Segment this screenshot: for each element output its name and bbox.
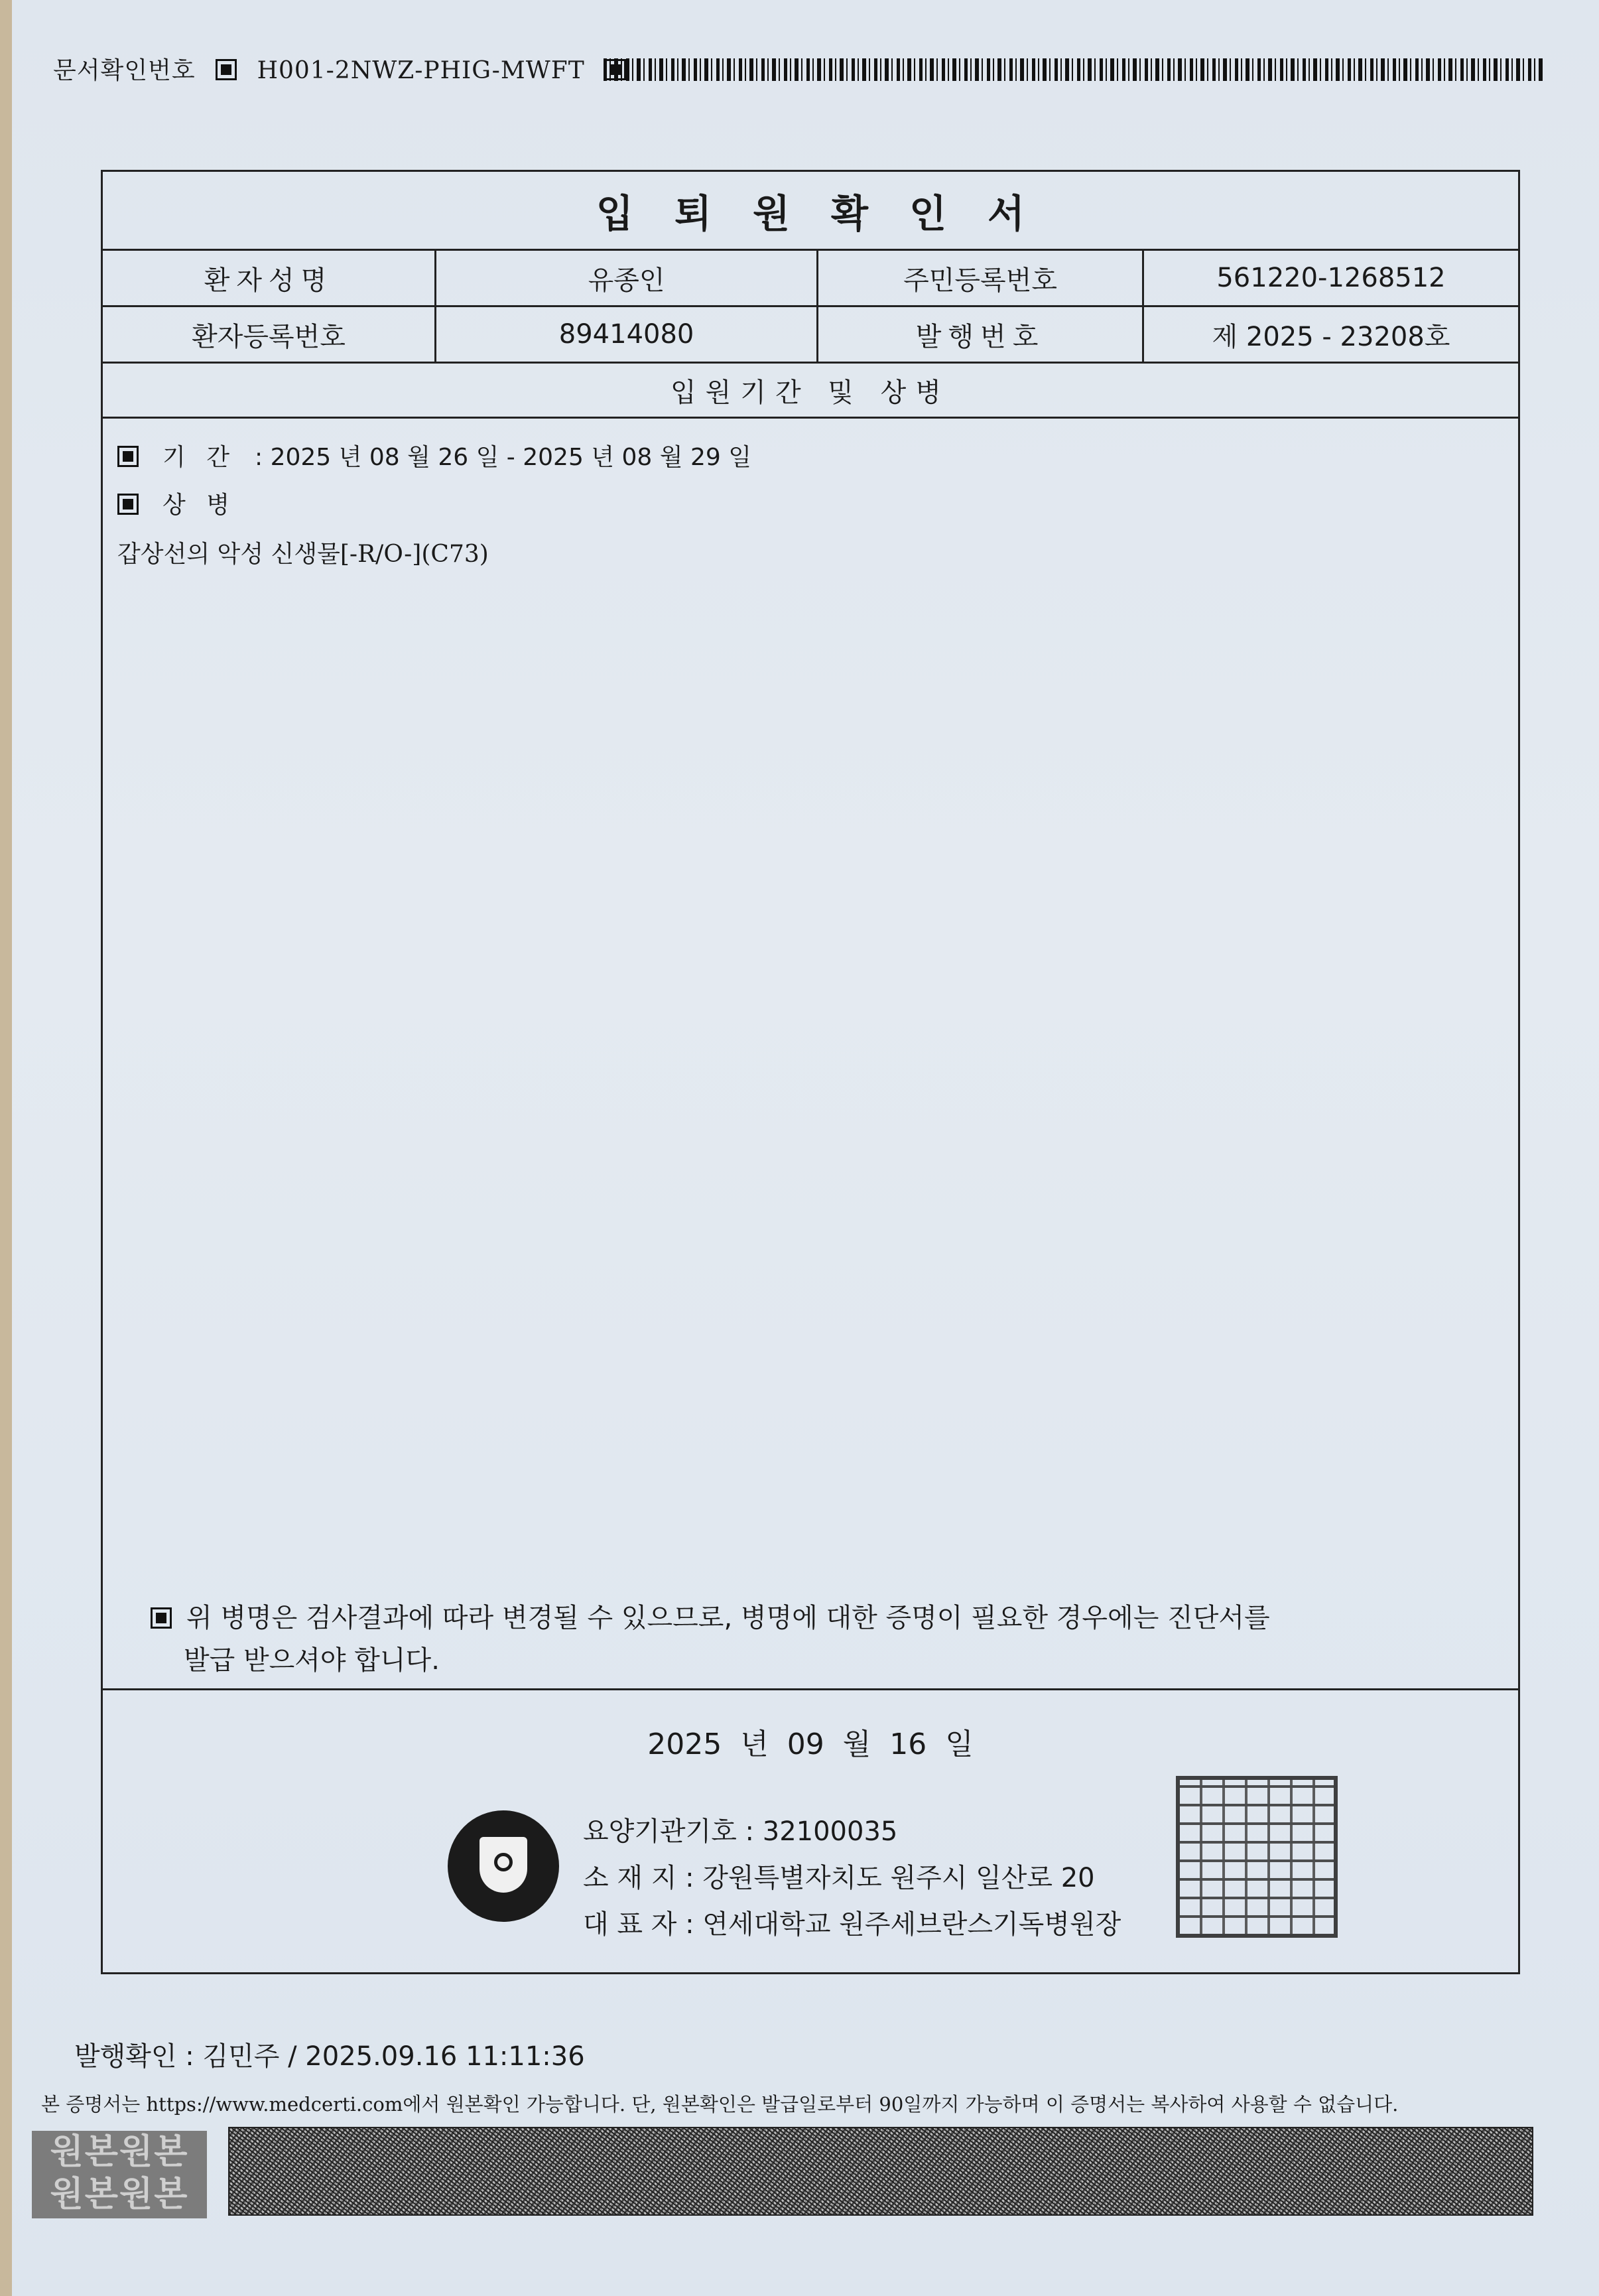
security-pattern-graphic [228,2127,1533,2216]
issue-date: 2025 년 09 월 16 일 [647,1727,974,1761]
diagnosis-label: 상 병 [162,492,236,519]
certificate-form [101,170,1520,1974]
institution-address-value: 강원특별자치도 원주시 일산로 20 [702,1863,1095,1893]
patient-reg-value: 89414080 [435,306,817,363]
document-title: 입퇴원확인서 [596,191,1066,236]
doc-id-value: H001-2NWZ-PHIG-MWFT [257,57,585,84]
notice-line-1: 위 병명은 검사결과에 따라 변경될 수 있으므로, 병명에 대한 증명이 필요한 경우에는 진단서를 [186,1603,1270,1633]
period-line [117,439,751,472]
diagnosis-label-line [117,486,236,520]
issue-no-label: 발행번호 [818,306,1143,363]
issuer-confirmation: 발행확인 : 김민주 / 2025.09.16 11:11:36 [74,2041,585,2072]
background-desk [0,0,12,2296]
table-row [103,306,1518,363]
institution-code-line: 요양기관기호 : 32100035 [583,1816,898,1847]
institution-address-label: 소 재 지 [583,1863,677,1893]
patient-name-value: 유종인 [435,251,817,306]
content-area [103,419,1518,1530]
period-label: 기 간 [162,444,236,471]
issue-no-value: 제 2025 - 23208호 [1143,306,1518,363]
resident-no-value: 561220-1268512 [1143,251,1518,306]
doc-id-label: 문서확인번호 [53,57,196,84]
institution-address-line: 소 재 지 : 강원특별자치도 원주시 일산로 20 [583,1863,1095,1893]
period-value: : 2025 년 08 월 26 일 - 2025 년 08 월 29 일 [255,444,752,471]
patient-name-label: 환자성명 [103,251,435,306]
title-row [103,172,1518,251]
table-row [103,251,1518,306]
verification-note: 본 증명서는 https://www.medcerti.com에서 원본확인 가능합니다. 단, 원본확인은 발급일로부터 90일까지 가능하며 이 증명서는 복사하여 사용할 수 없습니다. [41,2093,1399,2116]
bullet-square-icon [117,494,139,515]
original-stamp: 원본원본 원본원본 [32,2131,207,2218]
official-seal-stamp [1176,1776,1338,1938]
bullet-square-icon [151,1607,172,1629]
barcode-graphic [604,58,1545,81]
university-logo-icon [448,1810,559,1922]
notice-text [151,1597,1464,1682]
section-header: 입원기간 및 상병 [103,364,1518,419]
patient-reg-label: 환자등록번호 [103,306,435,363]
notice-line-2: 발급 받으셔야 합니다. [184,1645,440,1676]
institution-code-label: 요양기관기호 [583,1816,737,1847]
institution-code-value: 32100035 [762,1816,898,1847]
divider [103,1688,1518,1690]
bullet-square-icon [216,59,237,80]
institution-rep-value: 연세대학교 원주세브란스기독병원장 [702,1909,1121,1940]
institution-rep-line: 대 표 자 : 연세대학교 원주세브란스기독병원장 [583,1909,1121,1940]
patient-info-table [103,251,1518,364]
resident-no-label: 주민등록번호 [818,251,1143,306]
institution-rep-label: 대 표 자 [583,1909,677,1940]
document-id-row [53,52,638,86]
bullet-square-icon [117,446,139,467]
diagnosis-value: 갑상선의 악성 신생물[-R/O-](C73) [117,541,489,568]
